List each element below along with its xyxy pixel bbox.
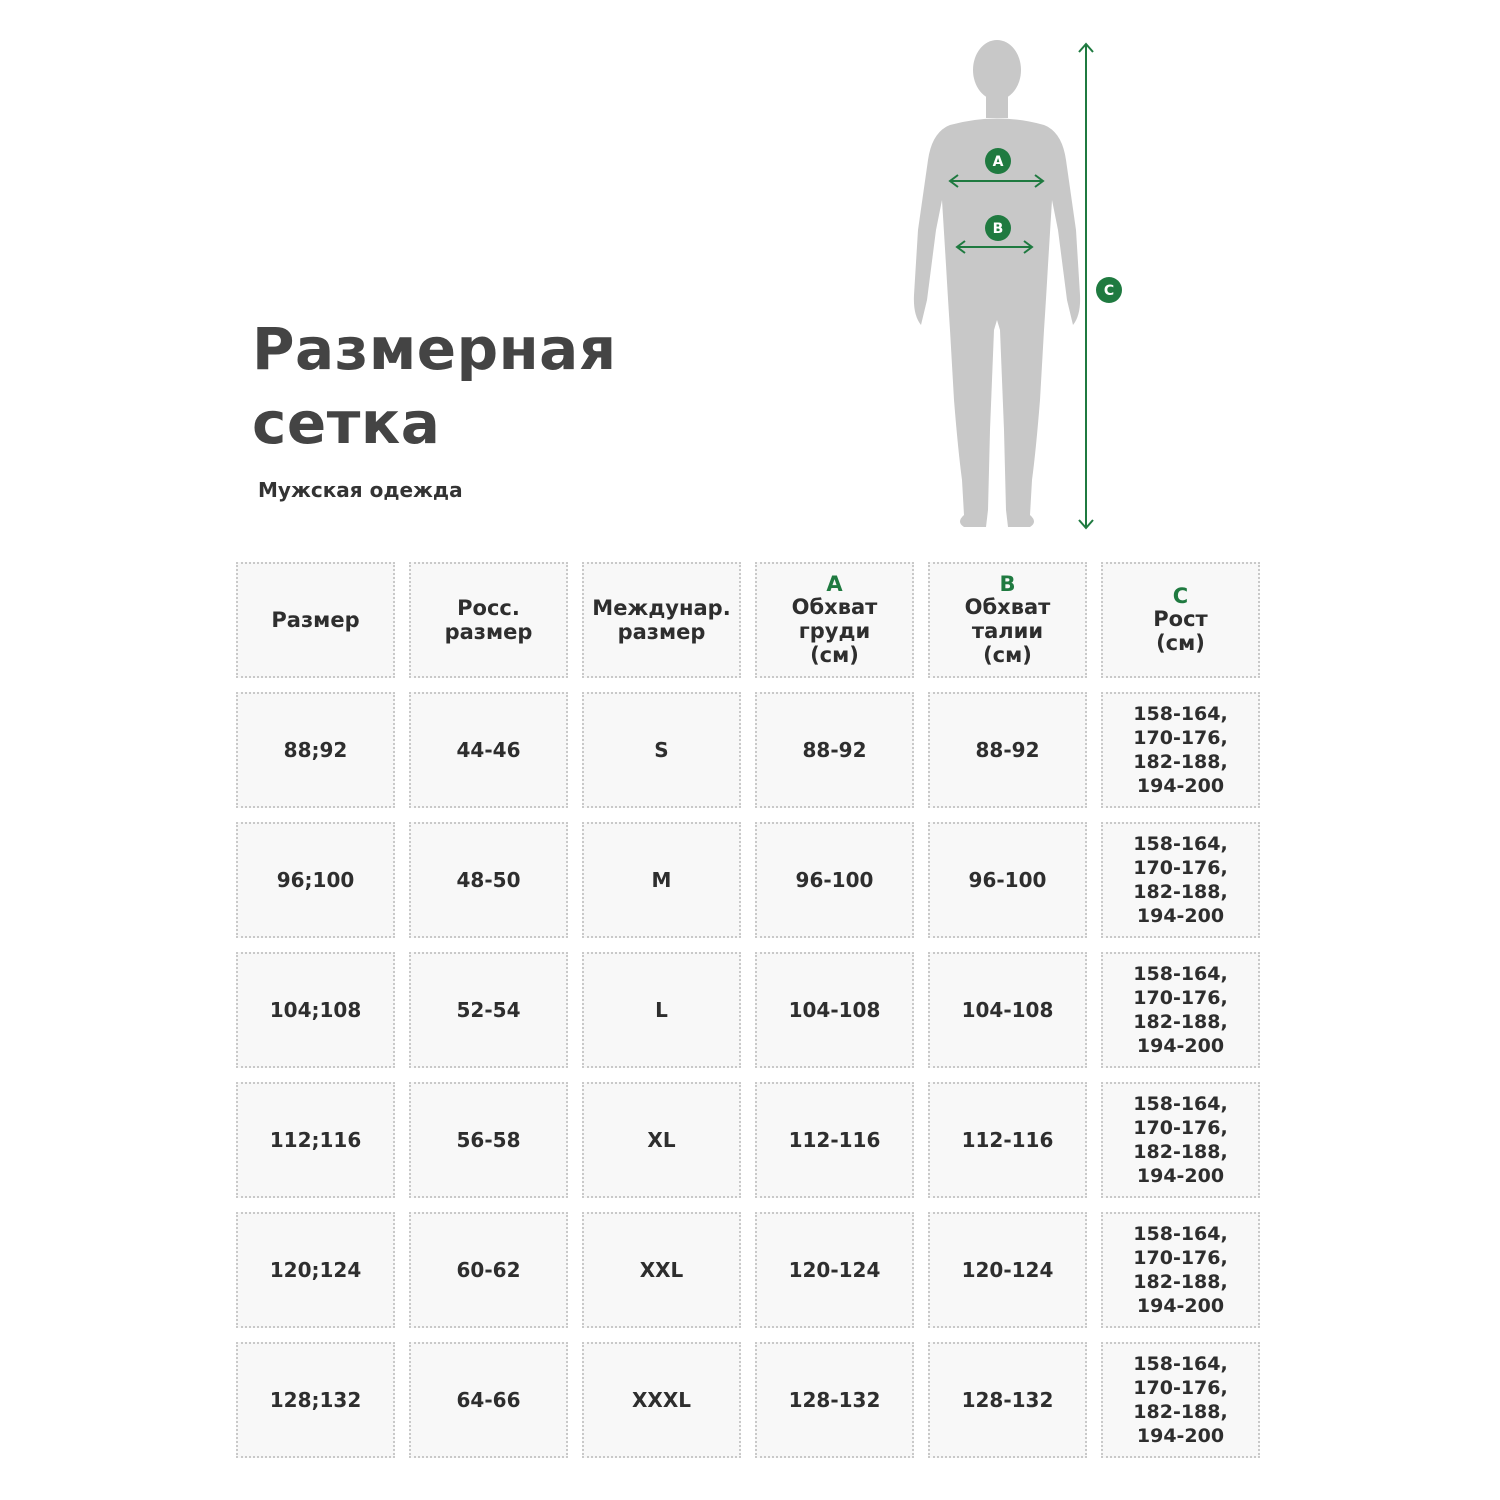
table-cell-chest: 120-124	[755, 1212, 914, 1328]
table-cell-ru-size: 60-62	[409, 1212, 568, 1328]
table-cell-height: 158-164, 170-176, 182-188, 194-200	[1101, 952, 1260, 1068]
body-measurement-figure	[880, 30, 1160, 540]
header-size	[236, 562, 395, 678]
table-cell-chest: 104-108	[755, 952, 914, 1068]
header-letter: C	[1172, 584, 1189, 608]
table-cell-intl-size: S	[582, 692, 741, 808]
table-cell-size: 104;108	[236, 952, 395, 1068]
header-label: Размер	[271, 608, 360, 632]
human-silhouette-icon	[914, 40, 1080, 527]
table-cell-height: 158-164, 170-176, 182-188, 194-200	[1101, 692, 1260, 808]
table-cell-height: 158-164, 170-176, 182-188, 194-200	[1101, 822, 1260, 938]
table-cell-intl-size: M	[582, 822, 741, 938]
page-subtitle: Мужская одежда	[258, 478, 463, 502]
table-cell-waist: 104-108	[928, 952, 1087, 1068]
header-label: Росс. размер	[444, 596, 533, 644]
table-cell-chest: 128-132	[755, 1342, 914, 1458]
height-measurement-arrow	[1079, 44, 1122, 528]
table-cell-size: 96;100	[236, 822, 395, 938]
table-cell-waist: 128-132	[928, 1342, 1087, 1458]
table-cell-size: 128;132	[236, 1342, 395, 1458]
table-cell-chest: 88-92	[755, 692, 914, 808]
header-chest	[755, 562, 914, 678]
table-cell-intl-size: XXL	[582, 1212, 741, 1328]
marker-a-label: A	[992, 154, 1004, 170]
table-cell-height: 158-164, 170-176, 182-188, 194-200	[1101, 1342, 1260, 1458]
table-cell-size: 120;124	[236, 1212, 395, 1328]
table-cell-ru-size: 52-54	[409, 952, 568, 1068]
table-cell-height: 158-164, 170-176, 182-188, 194-200	[1101, 1082, 1260, 1198]
page-title: Размерная сетка	[252, 315, 617, 457]
header-label: Обхват талии (см)	[964, 595, 1051, 667]
table-cell-height: 158-164, 170-176, 182-188, 194-200	[1101, 1212, 1260, 1328]
header-letter: A	[826, 572, 843, 596]
table-cell-intl-size: XXXL	[582, 1342, 741, 1458]
table-cell-waist: 96-100	[928, 822, 1087, 938]
table-cell-size: 112;116	[236, 1082, 395, 1198]
table-cell-ru-size: 44-46	[409, 692, 568, 808]
header-waist	[928, 562, 1087, 678]
table-cell-chest: 112-116	[755, 1082, 914, 1198]
header-letter: B	[999, 572, 1016, 596]
table-cell-waist: 120-124	[928, 1212, 1087, 1328]
header-label: Междунар. размер	[592, 596, 731, 644]
table-cell-size: 88;92	[236, 692, 395, 808]
table-cell-ru-size: 56-58	[409, 1082, 568, 1198]
table-cell-chest: 96-100	[755, 822, 914, 938]
table-cell-ru-size: 48-50	[409, 822, 568, 938]
table-cell-waist: 112-116	[928, 1082, 1087, 1198]
header-ru-size	[409, 562, 568, 678]
table-cell-ru-size: 64-66	[409, 1342, 568, 1458]
table-cell-intl-size: XL	[582, 1082, 741, 1198]
body-silhouette-diagram	[880, 30, 1160, 540]
marker-c-label: C	[1103, 283, 1115, 299]
header-height	[1101, 562, 1260, 678]
header-intl-size	[582, 562, 741, 678]
header-label: Рост (см)	[1153, 607, 1208, 655]
table-cell-waist: 88-92	[928, 692, 1087, 808]
header-label: Обхват груди (см)	[791, 595, 878, 667]
size-table	[236, 562, 1260, 1458]
marker-b-label: B	[992, 221, 1004, 237]
table-cell-intl-size: L	[582, 952, 741, 1068]
